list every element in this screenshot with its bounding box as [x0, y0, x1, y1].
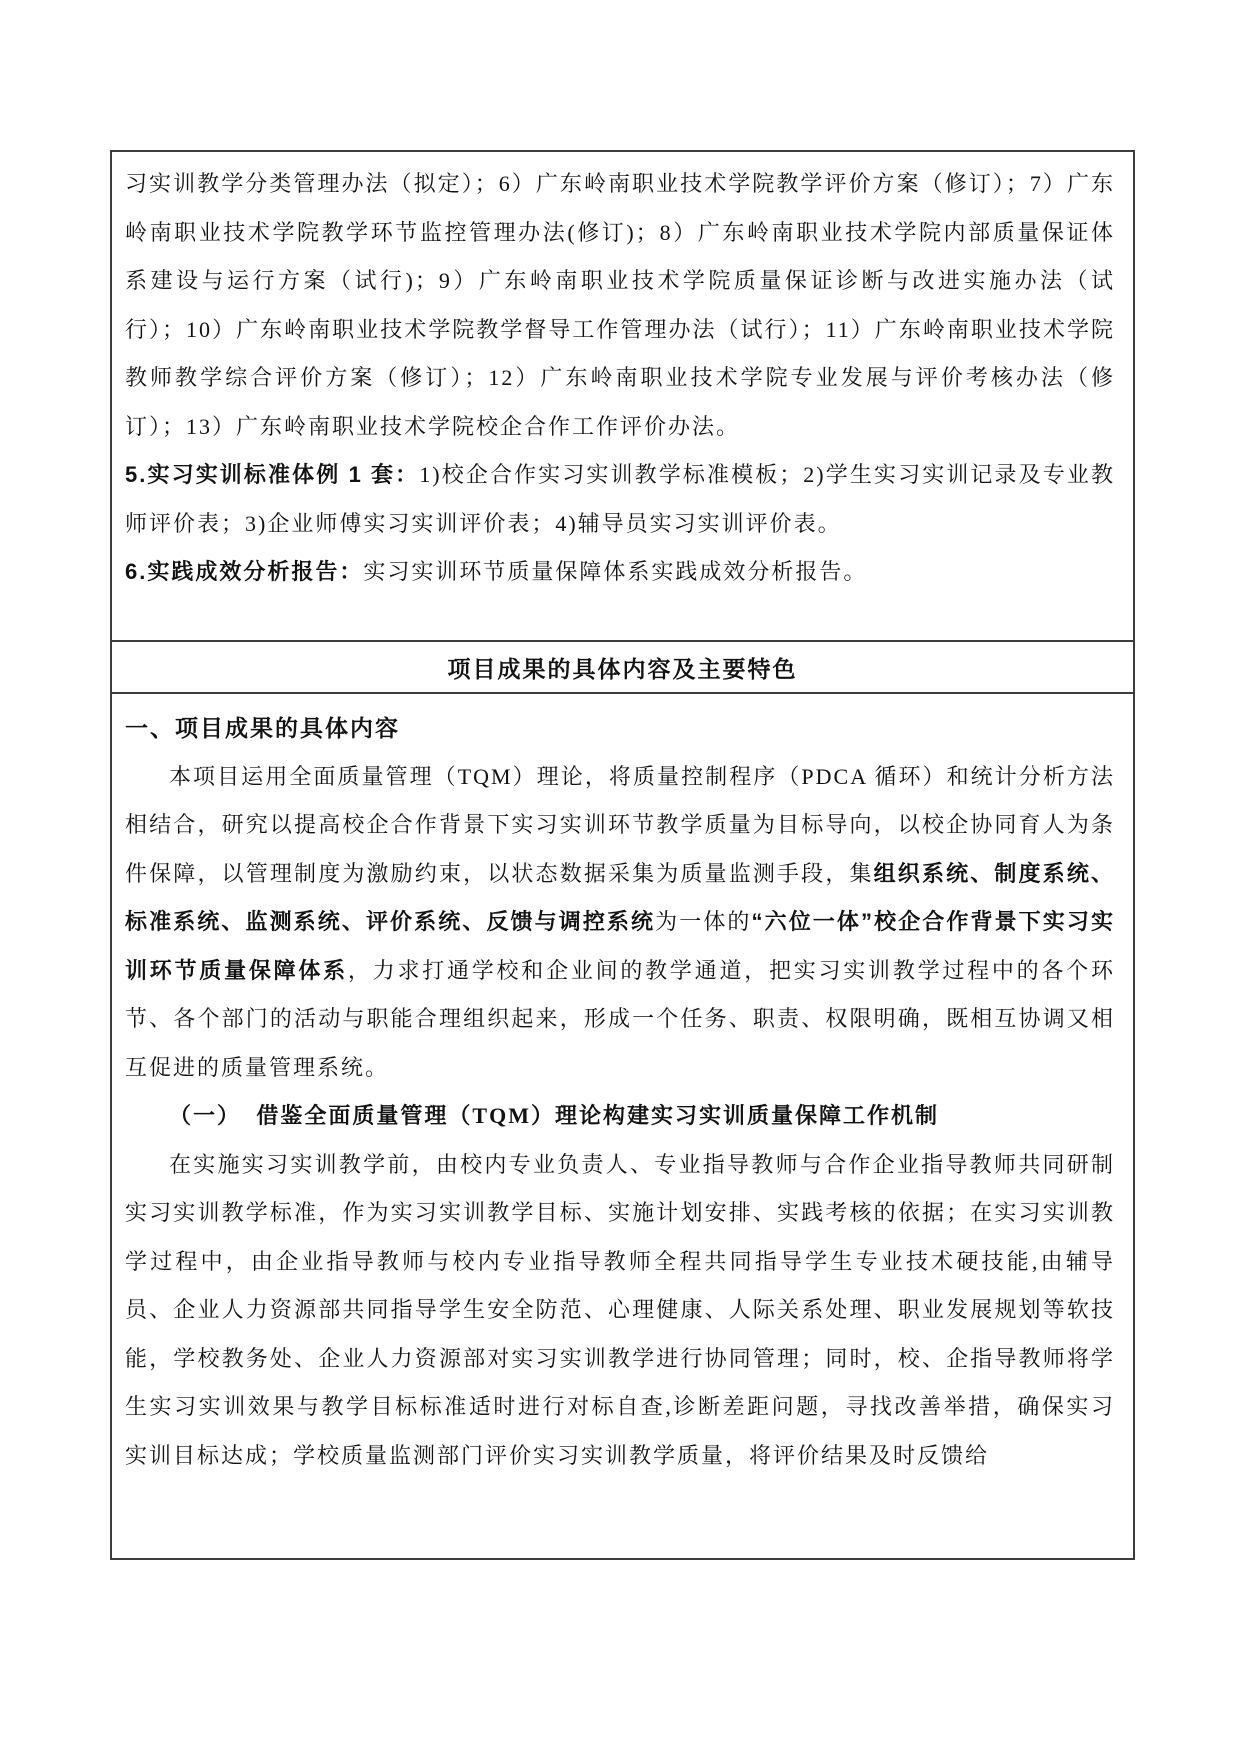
deliverable-item-6: [125, 548, 1115, 597]
section-1-heading: 一、项目成果的具体内容: [125, 715, 400, 741]
section-header-title: 项目成果的具体内容及主要特色: [447, 655, 798, 682]
overview-run-1: 本项目运用全面质量管理（TQM）理论，将质量控制程序（PDCA 循环）和统计分析方法相结合，研究以提高校企合作背景下实习实训环节教学质量为目标导向，以校企协同育人为条件保障，以管理制度为激励约束，以状态数据采集为质量监测手段，集: [125, 763, 1115, 886]
continuation-paragraph: [125, 160, 1115, 451]
achievements-continued-cell: [112, 152, 1133, 640]
subsection-1-title: 借鉴全面质量管理（TQM）理论构建实习实训质量保障工作机制: [256, 1103, 939, 1128]
deliverable-5-text: 1)校企合作实习实训教学标准模板；2)学生实习实训记录及专业教师评价表；3)企业师傅实习实训评价表；4)辅导员实习实训评价表。: [125, 462, 1115, 536]
deliverable-item-5: [125, 451, 1115, 548]
overview-run-3: 为一体的: [655, 909, 752, 934]
deliverable-6-text: 实习实训环节质量保障体系实践成效分析报告。: [363, 559, 868, 584]
form-table: [110, 150, 1135, 1560]
subsection-1-number: （一）: [169, 1103, 242, 1128]
continuation-text: 习实训教学分类管理办法（拟定）；6）广东岭南职业技术学院教学评价方案（修订）；7）广东岭南职业技术学院教学环节监控管理办法(修订)；8）广东岭南职业技术学院内部质量保证体系建设与运行方案（试行)；9）广东岭南职业技术学院质量保证诊断与改进实施办法（试行）；10）广东岭南职业技术学院教学督导工作管理办法（试行）；11）广东岭南职业技术学院教师教学综合评价方案（修订）；12）广东岭南职业技术学院专业发展与评价考核办法（修订）；13）广东岭南职业技术学院校企合作工作评价办法。: [125, 171, 1115, 439]
deliverable-5-label: 5.实习实训标准体例 1 套：: [125, 462, 420, 487]
subsection-1-heading: [125, 1092, 1115, 1141]
overview-run-5: ，力求打通学校和企业间的教学通道，把实习实训教学过程中的各个环节、各个部门的活动与职能合理组织起来，形成一个任务、职责、权限明确，既相互协调又相互促进的质量管理系统。: [125, 957, 1115, 1080]
overview-run-2-systems: 组织系统、制度系统、标准系统、监测系统、评价系统、反馈与调控系统: [125, 860, 1115, 934]
content-cell: [112, 694, 1133, 1558]
overview-run-4-six-in-one: “六位一体”校企合作背景下实习实训环节质量保障体系: [125, 909, 1115, 983]
mechanism-paragraph: 在实施实习实训教学前，由校内专业负责人、专业指导教师与合作企业指导教师共同研制实习实训教学标准，作为实习实训教学目标、实施计划安排、实践考核的依据；在实习实训教学过程中，由企业指导教师与校内专业指导教师全程共同指导学生专业技术硬技能,由辅导员、企业人力资源部共同指导学生安全防范、心理健康、人际关系处理、职业发展规划等软技能，学校教务处、企业人力资源部对实习实训教学进行协同管理；同时，校、企指导教师将学生实习实训效果与教学目标标准适时进行对标自查,诊断差距问题，寻找改善举措，确保实习实训目标达成；学校质量监测部门评价实习实训教学质量，将评价结果及时反馈给: [125, 1151, 1115, 1468]
deliverable-6-label: 6.实践成效分析报告：: [125, 559, 364, 584]
section-header-row: [112, 640, 1133, 694]
overview-paragraph: [125, 753, 1115, 1093]
